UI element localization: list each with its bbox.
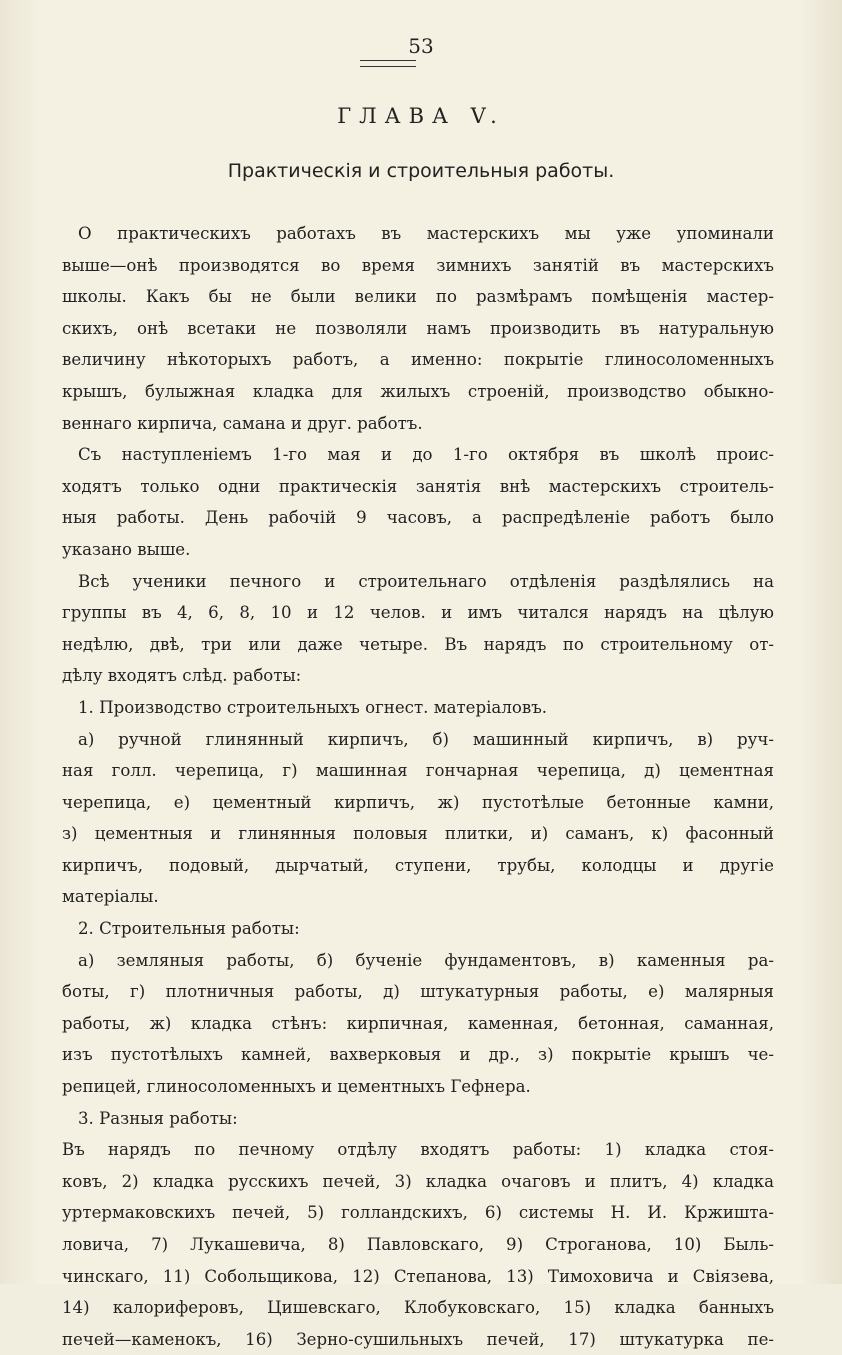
text-line: ходятъ только одни практическія занятія внѣ мастерскихъ строитель-	[62, 476, 774, 496]
text-line: выше—онѣ производятся во время зимнихъ занятій въ мастерскихъ	[62, 255, 774, 275]
text-line: крышъ, булыжная кладка для жилыхъ строеній, производство обыкно-	[62, 381, 774, 401]
text-line: чинскаго, 11) Собольщикова, 12) Степанова, 13) Тимоховича и Свіязева,	[62, 1266, 774, 1286]
text-line: школы. Какъ бы не были велики по размѣрамъ помѣщенія мастер-	[62, 287, 774, 307]
text-line: Въ нарядъ по печному отдѣлу входятъ работы: 1) кладка стоя-	[62, 1140, 774, 1160]
text-line: 2. Строительныя работы:	[78, 919, 300, 939]
text-line: указано выше.	[62, 539, 191, 559]
text-line: кирпичъ, подовый, дырчатый, ступени, трубы, колодцы и другіе	[62, 855, 774, 875]
text-line: величину нѣкоторыхъ работъ, а именно: покрытіе глиносоломенныхъ	[62, 350, 774, 370]
text-line: ловича, 7) Лукашевича, 8) Павловскаго, 9) Строганова, 10) Быль-	[62, 1235, 774, 1254]
text-line: веннаго кирпича, самана и друг. работъ.	[62, 413, 423, 433]
chapter-subtitle: Практическія и строительныя работы.	[227, 160, 615, 182]
text-line: боты, г) плотничныя работы, д) штукатурныя работы, е) малярныя	[62, 982, 774, 1002]
text-line: 3. Разныя работы:	[78, 1108, 238, 1128]
text-line: репицей, глиносоломенныхъ и цементныхъ Гефнера.	[62, 1077, 531, 1097]
text-line: з) цементныя и глинянныя половыя плитки, и) саманъ, к) фасонный	[62, 824, 774, 844]
text-line: ная голл. черепица, г) машинная гончарная черепица, д) цементная	[62, 761, 774, 781]
text-line: матеріалы.	[62, 887, 159, 907]
page-number: 53	[408, 34, 434, 58]
text-line: скихъ, онѣ всетаки не позволяли намъ производить въ натуральную	[62, 318, 774, 338]
text-line: группы въ 4, 6, 8, 10 и 12 челов. и имъ читался нарядъ на цѣлую	[62, 603, 774, 623]
text-line: уртермаковскихъ печей, 5) голландскихъ, 6) системы Н. И. Кржишта-	[62, 1203, 774, 1223]
text-line: Съ наступленіемъ 1-го мая и до 1-го октября въ школѣ проис-	[78, 445, 774, 465]
text-line: недѣлю, двѣ, три или даже четыре. Въ нарядъ по строительному от-	[62, 634, 774, 654]
text-line: черепица, е) цементный кирпичъ, ж) пустотѣлые бетонные камни,	[62, 792, 774, 812]
text-line: ковъ, 2) кладка русскихъ печей, 3) кладка очаговъ и плитъ, 4) кладка	[62, 1171, 774, 1191]
text-line: О практическихъ работахъ въ мастерскихъ мы уже упоминали	[78, 224, 774, 243]
body-text	[62, 218, 774, 1355]
text-line: работы, ж) кладка стѣнъ: кирпичная, каменная, бетонная, саманная,	[62, 1013, 774, 1033]
text-line: 1. Производство строительныхъ огнест. матеріаловъ.	[78, 697, 548, 717]
page-number-underline	[360, 60, 416, 67]
text-line: Всѣ ученики печного и строительнаго отдѣленія раздѣлялись на	[78, 571, 774, 591]
text-line: печей—каменокъ, 16) Зерно-сушильныхъ печей, 17) штукатурка пе-	[62, 1329, 774, 1349]
text-line: а) земляныя работы, б) бученіе фундаментовъ, в) каменныя ра-	[78, 950, 774, 970]
text-line: а) ручной глинянный кирпичъ, б) машинный кирпичъ, в) руч-	[78, 729, 774, 749]
text-line: 14) калориферовъ, Цишевскаго, Клобуковскаго, 15) кладка банныхъ	[62, 1298, 774, 1318]
text-line: изъ пустотѣлыхъ камней, вахверковыя и др., з) покрытіе крышъ че-	[62, 1045, 774, 1065]
text-line: ныя работы. День рабочій 9 часовъ, а распредѣленіе работъ было	[62, 508, 774, 528]
chapter-heading: ГЛАВА V.	[337, 104, 505, 128]
text-line: дѣлу входятъ слѣд. работы:	[62, 666, 302, 686]
